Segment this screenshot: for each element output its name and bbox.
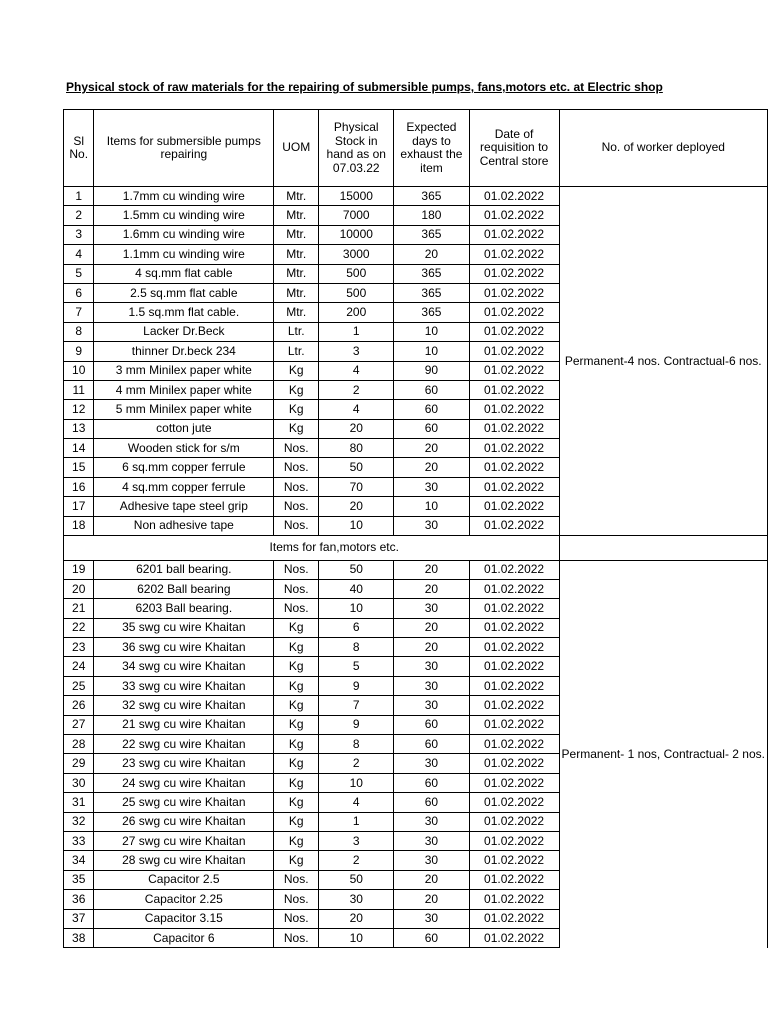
stock-cell: 2 [319,754,394,773]
date-cell: 01.02.2022 [469,245,559,264]
stock-cell: 50 [319,458,394,477]
item-cell: 25 swg cu wire Khaitan [94,793,274,812]
date-cell: 01.02.2022 [469,206,559,225]
date-cell: 01.02.2022 [469,599,559,618]
uom-cell: Mtr. [274,206,319,225]
uom-cell: Nos. [274,560,319,579]
sl-no-cell: 11 [64,380,94,399]
sl-no-cell: 35 [64,870,94,889]
sl-no-cell: 3 [64,225,94,244]
days-cell: 60 [394,400,469,419]
item-cell: Capacitor 2.5 [94,870,274,889]
date-cell: 01.02.2022 [469,735,559,754]
item-cell: 1.6mm cu winding wire [94,225,274,244]
stock-cell: 500 [319,283,394,302]
item-cell: 4 sq.mm copper ferrule [94,477,274,496]
section-workers-cell [559,536,767,561]
sl-no-cell: 34 [64,851,94,870]
item-cell: Capacitor 6 [94,928,274,947]
item-cell: 6203 Ball bearing. [94,599,274,618]
uom-cell: Ltr. [274,342,319,361]
days-cell: 30 [394,477,469,496]
item-cell: 34 swg cu wire Khaitan [94,657,274,676]
sl-no-cell: 32 [64,812,94,831]
days-cell: 30 [394,516,469,535]
uom-cell: Kg [274,361,319,380]
uom-cell: Kg [274,773,319,792]
item-cell: 23 swg cu wire Khaitan [94,754,274,773]
sl-no-cell: 18 [64,516,94,535]
header-workers: No. of worker deployed [559,110,767,187]
section-title: Items for fan,motors etc. [94,536,559,561]
days-cell: 60 [394,715,469,734]
sl-no-cell: 22 [64,618,94,637]
header-stock: Physical Stock in hand as on 07.03.22 [319,110,394,187]
stock-cell: 20 [319,497,394,516]
item-cell: 27 swg cu wire Khaitan [94,832,274,851]
date-cell: 01.02.2022 [469,773,559,792]
date-cell: 01.02.2022 [469,657,559,676]
sl-no-cell: 15 [64,458,94,477]
days-cell: 20 [394,890,469,909]
stock-cell: 8 [319,638,394,657]
days-cell: 60 [394,773,469,792]
date-cell: 01.02.2022 [469,909,559,928]
stock-cell: 10 [319,773,394,792]
uom-cell: Nos. [274,458,319,477]
uom-cell: Nos. [274,516,319,535]
stock-table [63,109,768,948]
sl-no-cell: 30 [64,773,94,792]
stock-cell: 10 [319,599,394,618]
uom-cell: Mtr. [274,245,319,264]
days-cell: 60 [394,380,469,399]
sl-no-cell: 2 [64,206,94,225]
workers-deployed-cell: Permanent- 1 nos, Contractual- 2 nos. [559,560,767,948]
days-cell: 20 [394,638,469,657]
sl-no-cell: 17 [64,497,94,516]
uom-cell: Kg [274,754,319,773]
group1-body [64,187,768,536]
sl-no-cell: 29 [64,754,94,773]
sl-no-cell: 5 [64,264,94,283]
date-cell: 01.02.2022 [469,342,559,361]
days-cell: 10 [394,342,469,361]
date-cell: 01.02.2022 [469,187,559,206]
date-cell: 01.02.2022 [469,618,559,637]
sl-no-cell: 33 [64,832,94,851]
date-cell: 01.02.2022 [469,225,559,244]
item-cell: 26 swg cu wire Khaitan [94,812,274,831]
item-cell: thinner Dr.beck 234 [94,342,274,361]
days-cell: 10 [394,497,469,516]
uom-cell: Kg [274,735,319,754]
date-cell: 01.02.2022 [469,560,559,579]
date-cell: 01.02.2022 [469,458,559,477]
date-cell: 01.02.2022 [469,715,559,734]
stock-cell: 9 [319,676,394,695]
sl-no-cell: 38 [64,928,94,947]
uom-cell: Kg [274,851,319,870]
days-cell: 30 [394,812,469,831]
days-cell: 60 [394,793,469,812]
item-cell: Wooden stick for s/m [94,439,274,458]
uom-cell: Nos. [274,579,319,598]
item-cell: 1.7mm cu winding wire [94,187,274,206]
date-cell: 01.02.2022 [469,361,559,380]
uom-cell: Nos. [274,497,319,516]
days-cell: 30 [394,696,469,715]
days-cell: 365 [394,303,469,322]
sl-no-cell: 27 [64,715,94,734]
table-row [64,187,768,206]
header-uom: UOM [274,110,319,187]
uom-cell: Nos. [274,870,319,889]
sl-no-cell: 9 [64,342,94,361]
date-cell: 01.02.2022 [469,380,559,399]
days-cell: 30 [394,754,469,773]
sl-no-cell: 13 [64,419,94,438]
days-cell: 20 [394,439,469,458]
days-cell: 365 [394,283,469,302]
item-cell: 6201 ball bearing. [94,560,274,579]
uom-cell: Ltr. [274,322,319,341]
section-spacer [64,536,94,561]
date-cell: 01.02.2022 [469,579,559,598]
item-cell: 4 mm Minilex paper white [94,380,274,399]
uom-cell: Mtr. [274,187,319,206]
uom-cell: Nos. [274,928,319,947]
days-cell: 90 [394,361,469,380]
item-cell: 24 swg cu wire Khaitan [94,773,274,792]
item-cell: 2.5 sq.mm flat cable [94,283,274,302]
uom-cell: Kg [274,400,319,419]
days-cell: 20 [394,245,469,264]
days-cell: 30 [394,657,469,676]
sl-no-cell: 6 [64,283,94,302]
item-cell: Non adhesive tape [94,516,274,535]
days-cell: 20 [394,870,469,889]
stock-cell: 3 [319,832,394,851]
stock-cell: 7000 [319,206,394,225]
stock-cell: 200 [319,303,394,322]
sl-no-cell: 12 [64,400,94,419]
stock-cell: 3 [319,342,394,361]
days-cell: 10 [394,322,469,341]
uom-cell: Nos. [274,599,319,618]
sl-no-cell: 10 [64,361,94,380]
days-cell: 365 [394,225,469,244]
uom-cell: Kg [274,380,319,399]
sl-no-cell: 23 [64,638,94,657]
days-cell: 20 [394,579,469,598]
stock-cell: 40 [319,579,394,598]
uom-cell: Mtr. [274,283,319,302]
item-cell: 22 swg cu wire Khaitan [94,735,274,754]
item-cell: Capacitor 3.15 [94,909,274,928]
days-cell: 20 [394,618,469,637]
stock-cell: 70 [319,477,394,496]
stock-cell: 9 [319,715,394,734]
stock-cell: 10000 [319,225,394,244]
date-cell: 01.02.2022 [469,439,559,458]
stock-cell: 15000 [319,187,394,206]
item-cell: 28 swg cu wire Khaitan [94,851,274,870]
item-cell: 21 swg cu wire Khaitan [94,715,274,734]
date-cell: 01.02.2022 [469,812,559,831]
sl-no-cell: 24 [64,657,94,676]
date-cell: 01.02.2022 [469,516,559,535]
item-cell: Adhesive tape steel grip [94,497,274,516]
uom-cell: Kg [274,793,319,812]
date-cell: 01.02.2022 [469,676,559,695]
days-cell: 30 [394,676,469,695]
stock-cell: 10 [319,928,394,947]
sl-no-cell: 36 [64,890,94,909]
sl-no-cell: 4 [64,245,94,264]
sl-no-cell: 31 [64,793,94,812]
stock-cell: 1 [319,322,394,341]
stock-cell: 4 [319,793,394,812]
stock-cell: 7 [319,696,394,715]
item-cell: Lacker Dr.Beck [94,322,274,341]
uom-cell: Kg [274,715,319,734]
item-cell: 33 swg cu wire Khaitan [94,676,274,695]
date-cell: 01.02.2022 [469,283,559,302]
days-cell: 365 [394,187,469,206]
date-cell: 01.02.2022 [469,264,559,283]
stock-cell: 30 [319,890,394,909]
header-item: Items for submersible pumps repairing [94,110,274,187]
table-row [64,560,768,579]
item-cell: 6 sq.mm copper ferrule [94,458,274,477]
stock-cell: 5 [319,657,394,676]
sl-no-cell: 26 [64,696,94,715]
item-cell: cotton jute [94,419,274,438]
days-cell: 180 [394,206,469,225]
uom-cell: Kg [274,676,319,695]
stock-cell: 50 [319,870,394,889]
stock-cell: 500 [319,264,394,283]
date-cell: 01.02.2022 [469,928,559,947]
sl-no-cell: 25 [64,676,94,695]
header-date: Date of requisition to Central store [469,110,559,187]
item-cell: 35 swg cu wire Khaitan [94,618,274,637]
item-cell: 32 swg cu wire Khaitan [94,696,274,715]
header-days: Expected days to exhaust the item [394,110,469,187]
days-cell: 30 [394,909,469,928]
sl-no-cell: 21 [64,599,94,618]
sl-no-cell: 16 [64,477,94,496]
uom-cell: Kg [274,419,319,438]
item-cell: 5 mm Minilex paper white [94,400,274,419]
sl-no-cell: 1 [64,187,94,206]
sl-no-cell: 19 [64,560,94,579]
date-cell: 01.02.2022 [469,793,559,812]
sl-no-cell: 7 [64,303,94,322]
stock-cell: 6 [319,618,394,637]
stock-cell: 80 [319,439,394,458]
item-cell: 1.1mm cu winding wire [94,245,274,264]
date-cell: 01.02.2022 [469,497,559,516]
uom-cell: Kg [274,638,319,657]
days-cell: 60 [394,419,469,438]
days-cell: 60 [394,928,469,947]
sl-no-cell: 8 [64,322,94,341]
item-cell: 4 sq.mm flat cable [94,264,274,283]
item-cell: 3 mm Minilex paper white [94,361,274,380]
uom-cell: Nos. [274,909,319,928]
uom-cell: Kg [274,832,319,851]
stock-cell: 2 [319,851,394,870]
header-row [64,110,768,187]
uom-cell: Kg [274,812,319,831]
date-cell: 01.02.2022 [469,754,559,773]
uom-cell: Kg [274,696,319,715]
days-cell: 20 [394,458,469,477]
date-cell: 01.02.2022 [469,638,559,657]
uom-cell: Nos. [274,890,319,909]
days-cell: 60 [394,735,469,754]
item-cell: 36 swg cu wire Khaitan [94,638,274,657]
uom-cell: Nos. [274,439,319,458]
stock-cell: 3000 [319,245,394,264]
sl-no-cell: 37 [64,909,94,928]
stock-cell: 50 [319,560,394,579]
date-cell: 01.02.2022 [469,477,559,496]
days-cell: 30 [394,832,469,851]
date-cell: 01.02.2022 [469,870,559,889]
stock-cell: 8 [319,735,394,754]
item-cell: 1.5 sq.mm flat cable. [94,303,274,322]
uom-cell: Kg [274,657,319,676]
uom-cell: Mtr. [274,225,319,244]
stock-cell: 20 [319,909,394,928]
sl-no-cell: 28 [64,735,94,754]
stock-cell: 2 [319,380,394,399]
item-cell: Capacitor 2.25 [94,890,274,909]
sl-no-cell: 14 [64,439,94,458]
days-cell: 365 [394,264,469,283]
date-cell: 01.02.2022 [469,419,559,438]
days-cell: 30 [394,851,469,870]
stock-cell: 20 [319,419,394,438]
header-sl-no: Sl No. [64,110,94,187]
days-cell: 20 [394,560,469,579]
workers-deployed-cell: Permanent-4 nos. Contractual-6 nos. [559,187,767,536]
uom-cell: Mtr. [274,303,319,322]
stock-cell: 4 [319,361,394,380]
date-cell: 01.02.2022 [469,303,559,322]
uom-cell: Nos. [274,477,319,496]
stock-cell: 10 [319,516,394,535]
stock-cell: 4 [319,400,394,419]
date-cell: 01.02.2022 [469,322,559,341]
item-cell: 1.5mm cu winding wire [94,206,274,225]
page-title: Physical stock of raw materials for the repairing of submersible pumps, fans,motors etc. at Electric shop [66,80,663,94]
item-cell: 6202 Ball bearing [94,579,274,598]
stock-cell: 1 [319,812,394,831]
uom-cell: Kg [274,618,319,637]
group2-body [64,560,768,948]
date-cell: 01.02.2022 [469,890,559,909]
date-cell: 01.02.2022 [469,400,559,419]
date-cell: 01.02.2022 [469,696,559,715]
uom-cell: Mtr. [274,264,319,283]
sl-no-cell: 20 [64,579,94,598]
date-cell: 01.02.2022 [469,851,559,870]
date-cell: 01.02.2022 [469,832,559,851]
days-cell: 30 [394,599,469,618]
section-row [64,536,768,561]
